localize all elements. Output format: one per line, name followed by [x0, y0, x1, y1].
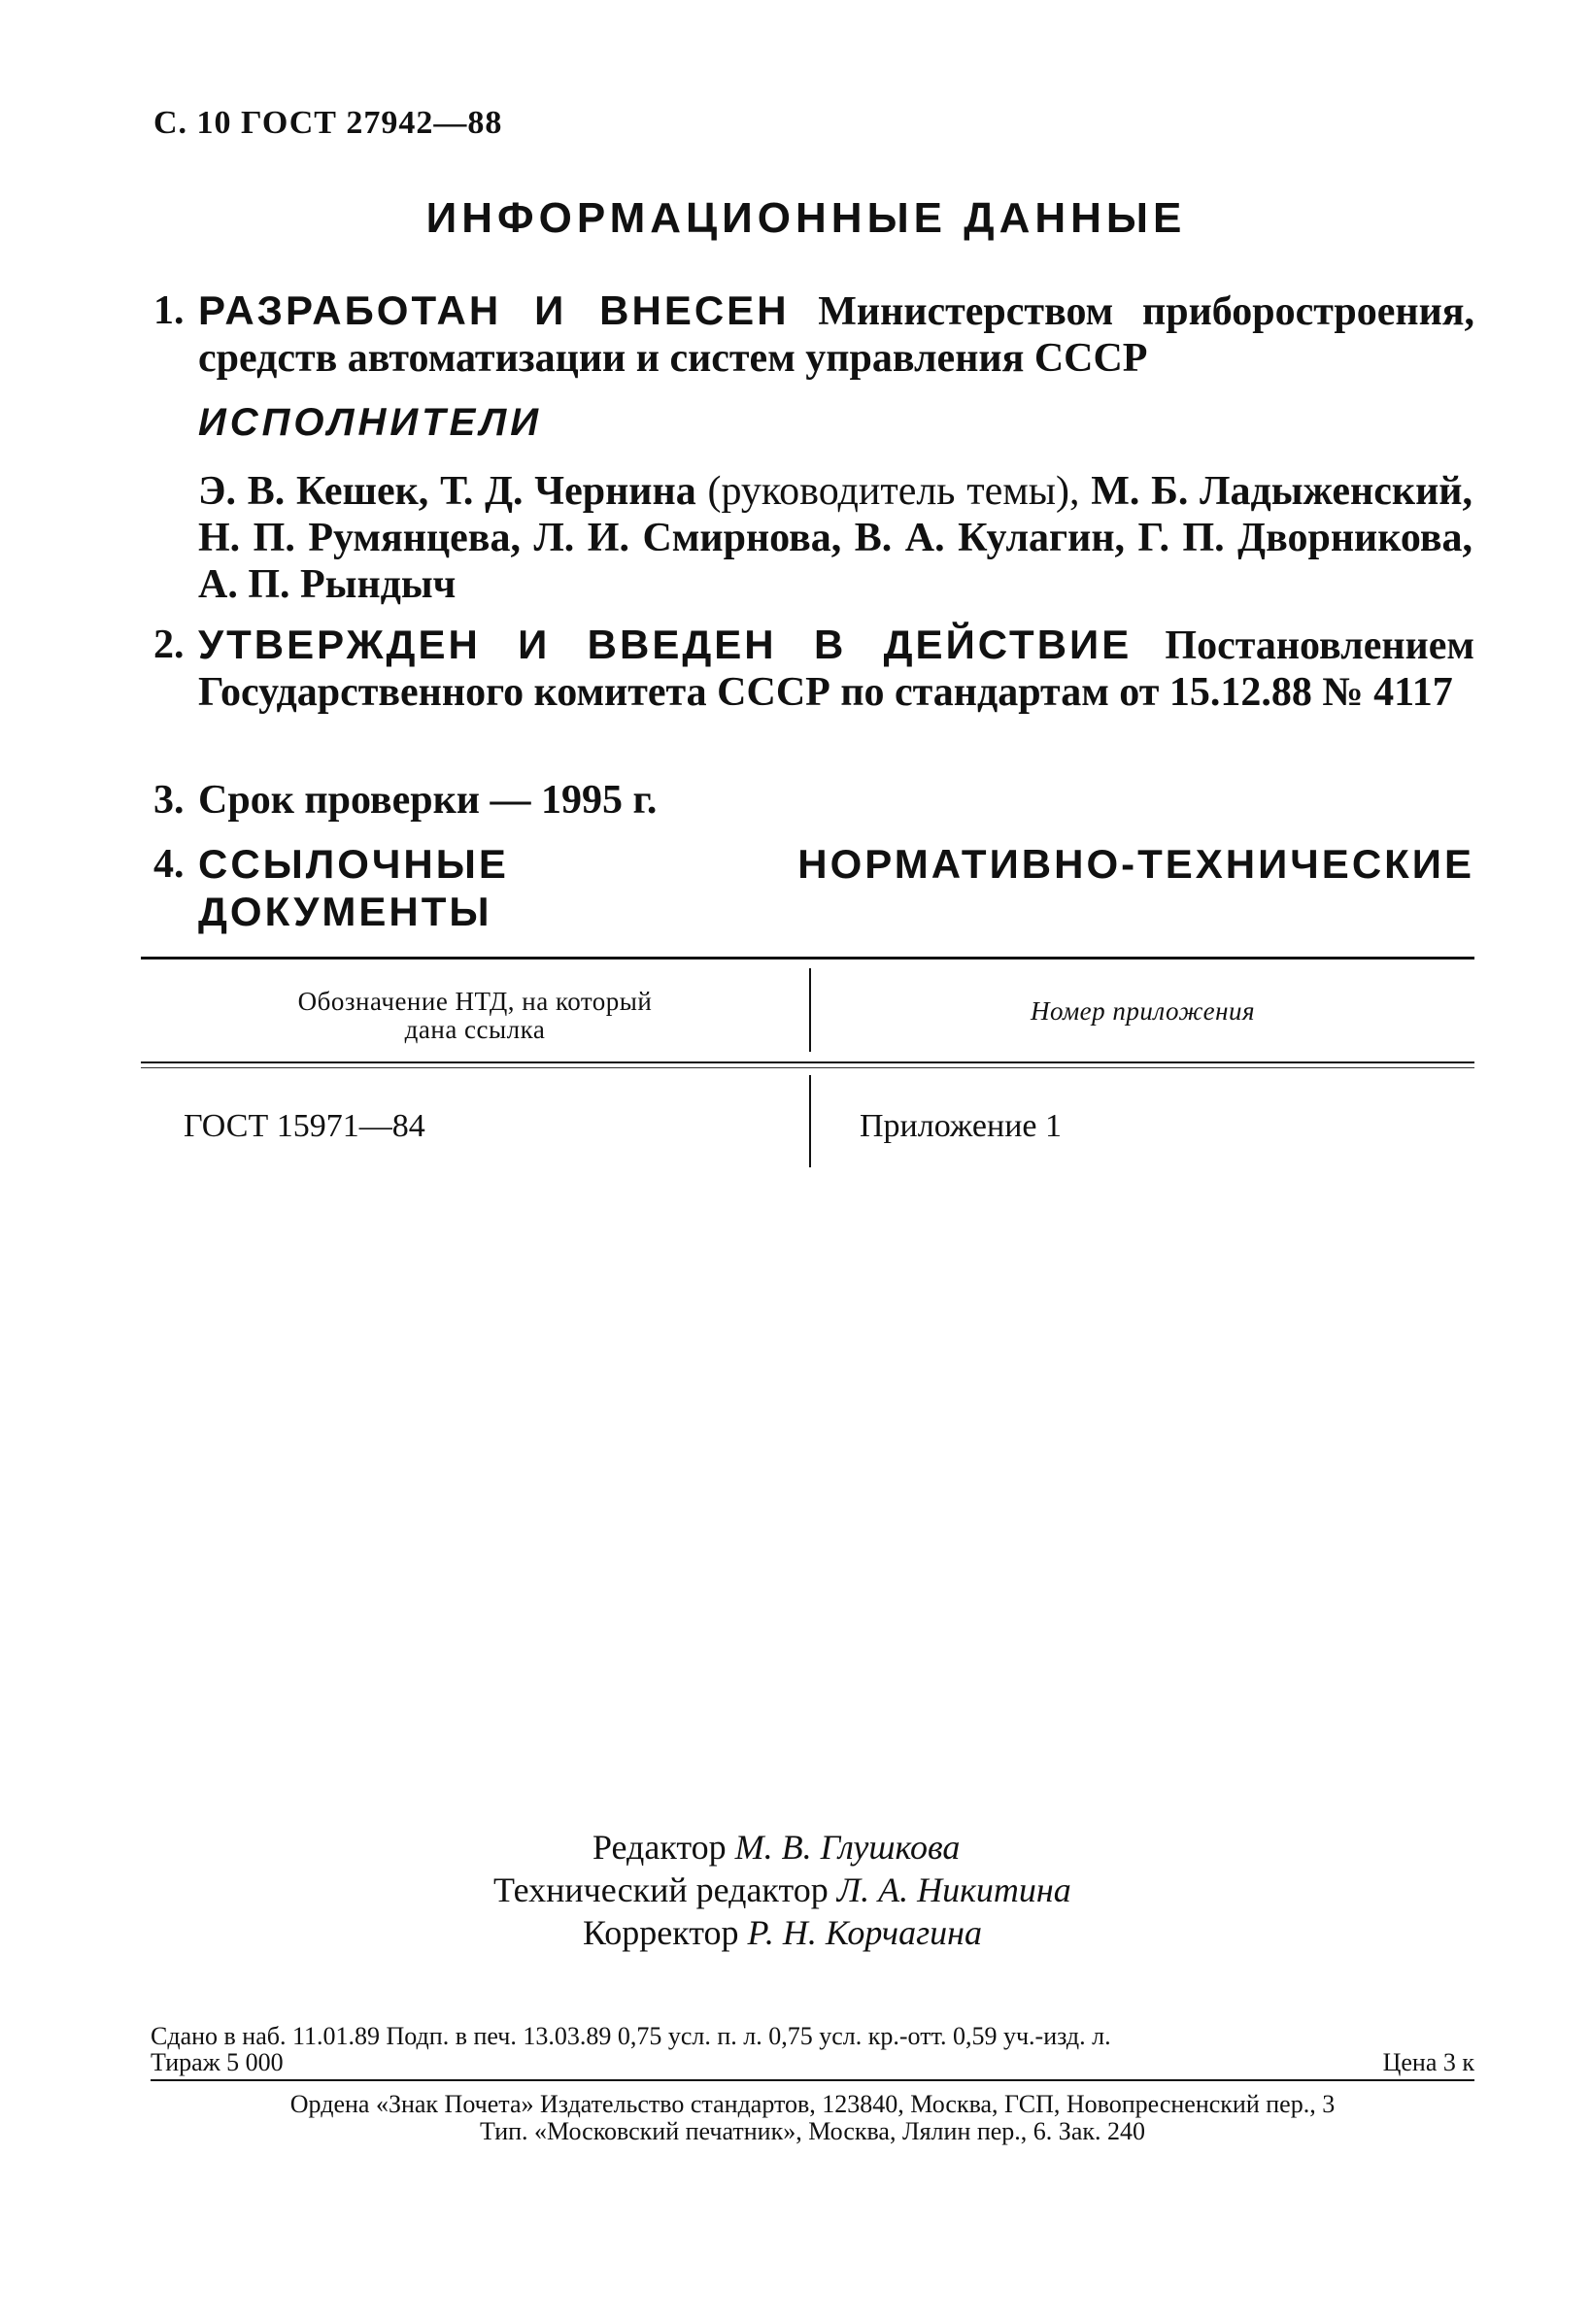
item-number: 2.: [153, 623, 185, 667]
credit-role: Технический редактор: [493, 1870, 829, 1909]
item-number: 1.: [153, 288, 185, 333]
executors-names-a: Э. В. Кешек, Т. Д. Чернина: [198, 469, 696, 514]
imprint-circulation: Тираж 5 000: [151, 2048, 284, 2076]
page-title: ИНФОРМАЦИОННЫЕ ДАННЫЕ: [425, 194, 1187, 242]
item-body: [198, 287, 1474, 382]
item-lead: РАЗРАБОТАН И ВНЕСЕН: [198, 287, 790, 333]
imprint-line: Сдано в наб. 11.01.89 Подп. в печ. 13.03.89 0,75 усл. п. л. 0,75 усл. кр.-отт. 0,59 уч.-изд. л.: [151, 2022, 1111, 2050]
info-item-1: [153, 287, 1474, 382]
references-table: [141, 957, 1474, 1180]
imprint-price: Цена 3 к: [1382, 2048, 1474, 2076]
table-header-appendix: Номер приложения: [1030, 996, 1256, 1026]
item-text: Срок проверки — 1995 г.: [198, 778, 658, 823]
info-item-4: [153, 841, 1474, 936]
table-column-divider: [809, 1075, 811, 1167]
item-text: Постановлением Государственного комитета СССР по стандартам от 15.12.88 № 4117: [198, 623, 1474, 715]
info-item-3: [153, 777, 1474, 824]
item-number: 3.: [153, 778, 185, 823]
publisher-block: [151, 2091, 1474, 2145]
item-text: Министерством приборостроения, средств автоматизации и систем управления СССР: [198, 289, 1474, 381]
executors-title: ИСПОЛНИТЕЛИ: [198, 401, 542, 444]
header-line: дана ссылка: [404, 1015, 546, 1044]
imprint-line: [151, 2049, 1474, 2075]
credit-name: Л. А. Никитина: [836, 1870, 1071, 1909]
credit-role: Корректор: [583, 1913, 739, 1952]
table-header-ntd: [141, 988, 809, 1044]
imprint-block: [151, 2023, 1474, 2075]
info-item-2: [153, 622, 1474, 716]
table-header-rule: [141, 1061, 1474, 1063]
credit-corrector: [583, 1911, 982, 1954]
item-body: [198, 841, 1474, 936]
publisher-line: Ордена «Знак Почета» Издательство стандартов, 123840, Москва, ГСП, Новопресненский пер., 3: [289, 2090, 1336, 2118]
table-cell-ntd: ГОСТ 15971—84: [184, 1108, 425, 1144]
executors-role: (руководитель темы),: [707, 469, 1080, 514]
imprint-rule: [151, 2079, 1474, 2081]
header-line: Обозначение НТД, на который: [297, 987, 653, 1016]
credit-name: М. В. Глушкова: [734, 1828, 961, 1867]
table-cell-appendix: Приложение 1: [860, 1108, 1062, 1144]
executors-list: [198, 468, 1473, 608]
publisher-line: Тип. «Московский печатник», Москва, Лялин пер., 6. Зак. 240: [479, 2117, 1146, 2145]
credit-tech-editor: [493, 1869, 1071, 1911]
page-header: С. 10 ГОСТ 27942—88: [153, 105, 503, 141]
item-lead: ССЫЛОЧНЫЕ НОРМАТИВНО-ТЕХНИЧЕСКИЕ ДОКУМЕНТЫ: [198, 841, 1474, 934]
credit-name: Р. Н. Корчагина: [747, 1913, 983, 1952]
table-top-rule: [141, 957, 1474, 960]
item-body: [198, 622, 1474, 716]
item-number: 4.: [153, 842, 185, 887]
credit-editor: [592, 1826, 960, 1869]
item-lead: УТВЕРЖДЕН И ВВЕДЕН В ДЕЙСТВИЕ: [198, 622, 1133, 667]
item-body: [198, 777, 1474, 824]
credit-role: Редактор: [592, 1828, 727, 1867]
executors-names-b: М. Б. Ладыженский, Н. П. Румянцева, Л. И. Смирнова, В. А. Кулагин, Г. П. Дворникова, А. П. Рындыч: [198, 469, 1473, 607]
table-header-rule-thin: [141, 1067, 1474, 1068]
